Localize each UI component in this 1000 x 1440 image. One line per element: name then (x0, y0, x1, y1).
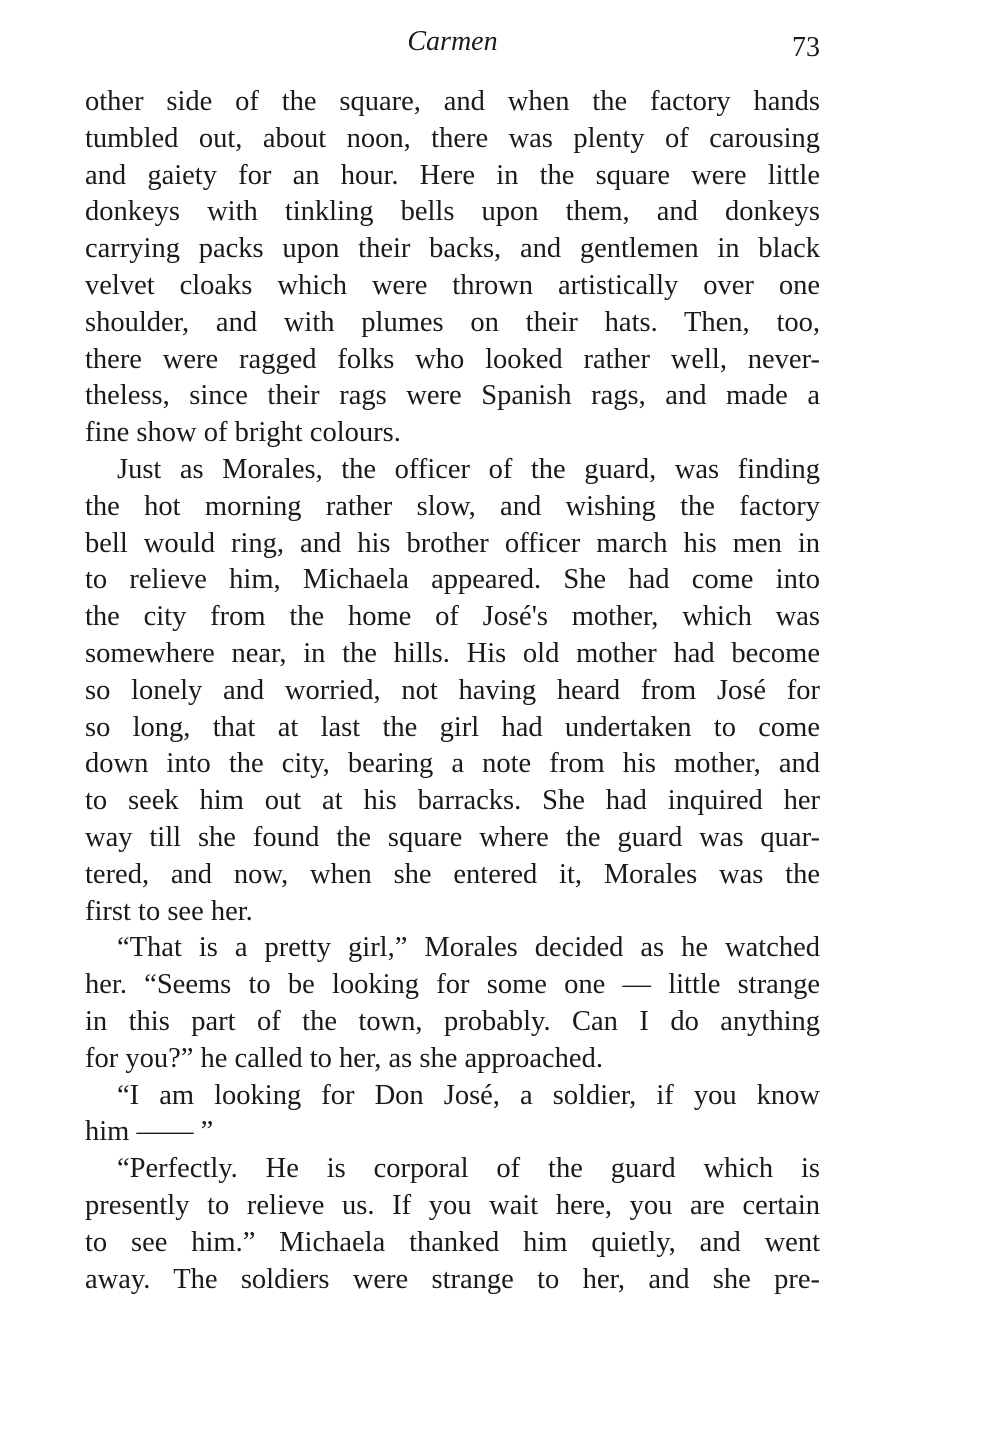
text-line: the hot morning rather slow, and wishing the factory (85, 490, 820, 522)
text-line: her. “Seems to be looking for some one — little strange (85, 969, 820, 1001)
text-line: so long, that at last the girl had undertaken to come (85, 711, 820, 743)
text-line: fine show of bright colours. (85, 417, 401, 449)
text-line: Just as Morales, the officer of the guard, was finding (117, 453, 820, 485)
text-line: “Perfectly. He is corporal of the guard which is (117, 1153, 820, 1185)
paragraph (85, 930, 820, 1077)
paragraph (85, 1078, 820, 1152)
running-title: Carmen (407, 26, 498, 57)
text-line: to see him.” Michaela thanked him quietly, and went (85, 1226, 820, 1258)
page-number: 73 (792, 32, 820, 63)
text-line: away. The soldiers were strange to her, and she pre- (85, 1263, 820, 1295)
text-line: down into the city, bearing a note from his mother, and (85, 748, 820, 780)
body-text (85, 84, 820, 1298)
text-line: theless, since their rags were Spanish rags, and made a (85, 380, 820, 412)
text-line: donkeys with tinkling bells upon them, and donkeys (85, 196, 820, 228)
text-line: bell would ring, and his brother officer march his men in (85, 527, 820, 559)
text-line: for you?” he called to her, as she approached. (85, 1042, 603, 1074)
text-line: presently to relieve us. If you wait here, you are certain (85, 1189, 820, 1221)
text-line: tumbled out, about noon, there was plenty of carousing (85, 122, 820, 154)
text-line: first to see her. (85, 895, 253, 927)
text-line: the city from the home of José's mother, which was (85, 601, 820, 633)
text-line: “That is a pretty girl,” Morales decided as he watched (117, 932, 820, 964)
running-head (85, 24, 820, 64)
text-line: and gaiety for an hour. Here in the square were little (85, 159, 820, 191)
text-line: to relieve him, Michaela appeared. She had come into (85, 564, 820, 596)
text-line: shoulder, and with plumes on their hats. Then, too, (85, 306, 820, 338)
text-line: other side of the square, and when the factory hands (85, 86, 820, 117)
text-line: in this part of the town, probably. Can I do anything (85, 1005, 820, 1037)
paragraph (85, 452, 820, 930)
text-line: so lonely and worried, not having heard from José for (85, 674, 820, 706)
text-line: him —— ” (85, 1116, 214, 1148)
text-line: somewhere near, in the hills. His old mother had become (85, 637, 820, 669)
text-line: “I am looking for Don José, a soldier, if you know (117, 1079, 820, 1111)
text-line: carrying packs upon their backs, and gentlemen in black (85, 233, 820, 265)
text-line: velvet cloaks which were thrown artistically over one (85, 269, 820, 301)
text-line: there were ragged folks who looked rather well, never- (85, 343, 820, 375)
text-line: tered, and now, when she entered it, Morales was the (85, 858, 820, 890)
paragraph (85, 84, 820, 452)
text-line: way till she found the square where the guard was quar- (85, 821, 820, 853)
text-line: to seek him out at his barracks. She had inquired her (85, 785, 820, 817)
paragraph (85, 1151, 820, 1298)
